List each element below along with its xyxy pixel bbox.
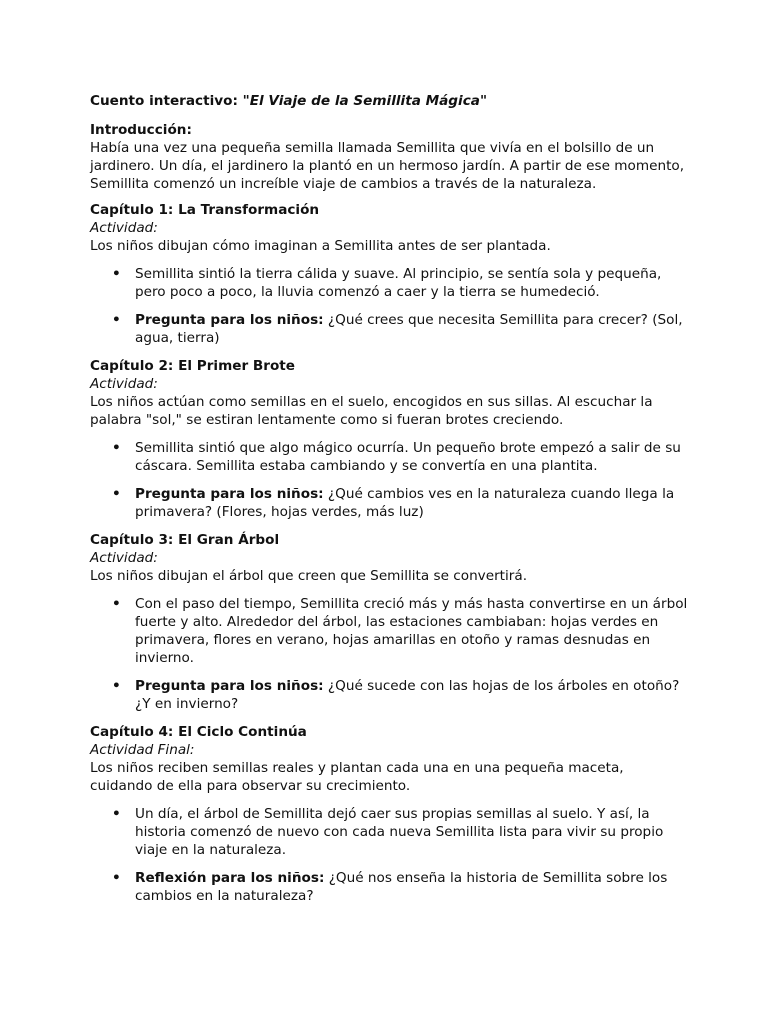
chapter-4-section <box>90 723 690 905</box>
activity-label: Actividad: <box>90 220 158 236</box>
question-text: ¿Qué sucede con las hojas de los árboles en otoño? ¿Y en invierno? <box>135 678 680 712</box>
chapter-heading: Capítulo 4: El Ciclo Continúa <box>90 724 307 740</box>
reflection-text: ¿Qué nos enseña la historia de Semillita sobre los cambios en la naturaleza? <box>135 870 668 904</box>
chapter-heading: Capítulo 1: La Transformación <box>90 202 320 218</box>
narrative-text: Semillita sintió la tierra cálida y suave. Al principio, se sentía sola y pequeña, pero poco a poco, la lluvia comenzó a caer y la tierra se humedeció. <box>135 266 662 300</box>
bullet-glyph: • <box>112 596 121 612</box>
bullet-glyph: • <box>112 440 121 456</box>
activity-label: Actividad: <box>90 376 158 392</box>
document-page <box>90 92 690 915</box>
bullet-glyph: • <box>112 678 121 694</box>
activity-text: Los niños dibujan el árbol que creen que Semillita se convertirá. <box>90 568 528 584</box>
bullet-glyph: • <box>112 806 121 822</box>
activity-text: Los niños actúan como semillas en el suelo, encogidos en sus sillas. Al escuchar la palabra "sol," se estiran lentamente como si fueran brotes creciendo. <box>90 394 653 428</box>
narrative-text: Con el paso del tiempo, Semillita creció más y más hasta convertirse en un árbol fuerte y alto. Alrededor del árbol, las estaciones cambiaban: hojas verdes en primavera, flores en verano, hojas amarillas en otoño y ramas desnudas en invierno. <box>135 596 688 666</box>
introduction-text: Había una vez una pequeña semilla llamada Semillita que vivía en el bolsillo de un jardinero. Un día, el jardinero la plantó en un hermoso jardín. A partir de ese momento, Semillita comenzó un increíble viaje de cambios a través de la naturaleza. <box>90 140 685 192</box>
list-item <box>112 805 690 859</box>
title-prefix: Cuento interactivo: " <box>90 93 250 109</box>
reflection-label: Reflexión para los niños: <box>135 870 325 886</box>
list-item <box>112 869 690 905</box>
narrative-text: Un día, el árbol de Semillita dejó caer sus propias semillas al suelo. Y así, la historia comenzó de nuevo con cada nueva Semillita lista para vivir su propio viaje en la naturaleza. <box>135 806 664 858</box>
question-text: ¿Qué cambios ves en la naturaleza cuando llega la primavera? (Flores, hojas verdes, más luz) <box>135 486 675 520</box>
chapter-2-section <box>90 357 690 521</box>
narrative-text: Semillita sintió que algo mágico ocurría. Un pequeño brote empezó a salir de su cáscara. Semillita estaba cambiando y se convertía en una plantita. <box>135 440 681 474</box>
list-item <box>112 439 690 475</box>
chapter-heading: Capítulo 3: El Gran Árbol <box>90 532 280 548</box>
activity-label: Actividad: <box>90 550 158 566</box>
question-label: Pregunta para los niños: <box>135 486 324 502</box>
activity-text: Los niños reciben semillas reales y plantan cada una en una pequeña maceta, cuidando de ella para observar su crecimiento. <box>90 760 624 794</box>
list-item <box>112 311 690 347</box>
document-title <box>90 92 690 110</box>
introduction-heading: Introducción: <box>90 122 192 138</box>
chapter-heading: Capítulo 2: El Primer Brote <box>90 358 296 374</box>
introduction-section <box>90 121 690 193</box>
chapter-bullet-list <box>90 439 690 521</box>
bullet-glyph: • <box>112 312 121 328</box>
chapter-bullet-list <box>90 265 690 347</box>
list-item <box>112 677 690 713</box>
question-label: Pregunta para los niños: <box>135 312 324 328</box>
bullet-glyph: • <box>112 486 121 502</box>
list-item <box>112 265 690 301</box>
title-suffix: " <box>479 93 488 109</box>
chapter-1-section <box>90 201 690 347</box>
bullet-glyph: • <box>112 266 121 282</box>
list-item <box>112 595 690 667</box>
list-item <box>112 485 690 521</box>
activity-label: Actividad Final: <box>90 742 195 758</box>
chapter-3-section <box>90 531 690 713</box>
chapter-bullet-list <box>90 595 690 713</box>
bullet-glyph: • <box>112 870 121 886</box>
title-story-name: El Viaje de la Semillita Mágica <box>249 93 480 109</box>
chapter-bullet-list <box>90 805 690 905</box>
activity-text: Los niños dibujan cómo imaginan a Semillita antes de ser plantada. <box>90 238 551 254</box>
question-label: Pregunta para los niños: <box>135 678 324 694</box>
question-text: ¿Qué crees que necesita Semillita para crecer? (Sol, agua, tierra) <box>135 312 683 346</box>
